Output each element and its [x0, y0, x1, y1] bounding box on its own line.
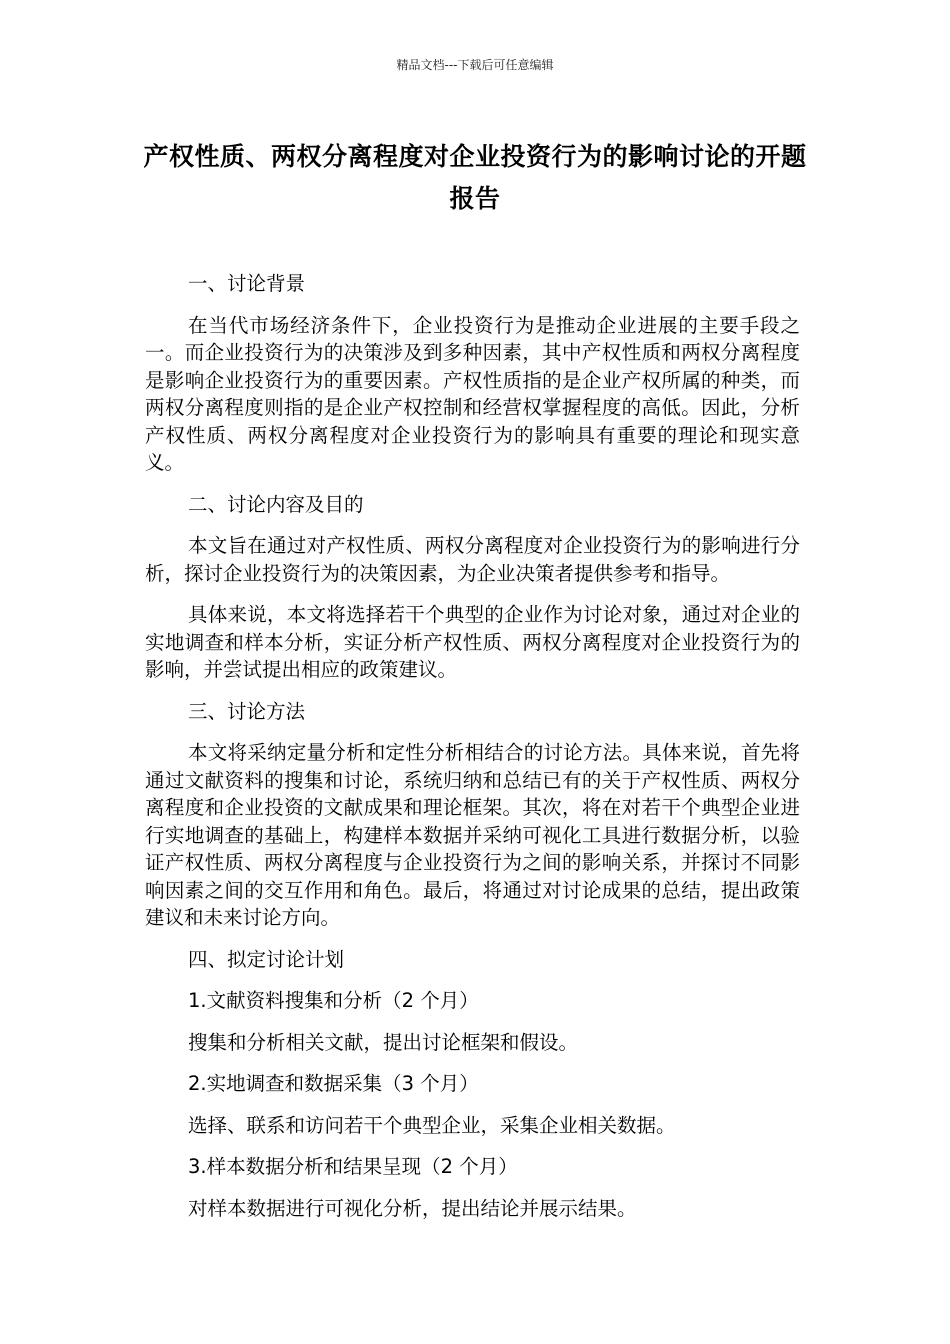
plan-item-2-desc: 选择、联系和访问若干个典型企业，采集企业相关数据。	[188, 1113, 676, 1137]
paragraph-content-1: 本文旨在通过对产权性质、两权分离程度对企业投资行为的影响进行分析，探讨企业投资行为的决策因素，为企业决策者提供参考和指导。	[145, 534, 800, 585]
paragraph-method: 本文将采纳定量分析和定性分析相结合的讨论方法。具体来说，首先将通过文献资料的搜集和讨论，系统归纳和总结已有的关于产权性质、两权分离程度和企业投资的文献成果和理论框架。其次，将在对若干个典型企业进行实地调查的基础上，构建样本数据并采纳可视化工具进行数据分析，以验证产权性质、两权分离程度与企业投资行为之间的影响关系，并探讨不同影响因素之间的交互作用和角色。最后，将通过对讨论成果的总结，提出政策建议和未来讨论方向。	[145, 741, 800, 929]
section-heading-plan: 四、拟定讨论计划	[188, 947, 345, 971]
paragraph-content-2: 具体来说，本文将选择若干个典型的企业作为讨论对象，通过对企业的实地调查和样本分析，实证分析产权性质、两权分离程度对企业投资行为的影响，并尝试提出相应的政策建议。	[145, 603, 800, 681]
section-heading-background: 一、讨论背景	[188, 272, 306, 295]
plan-item-3-desc: 对样本数据进行可视化分析，提出结论并展示结果。	[188, 1196, 637, 1220]
plan-item-3-title: 3.样本数据分析和结果呈现（2 个月）	[188, 1155, 518, 1178]
plan-item-2-title: 2.实地调查和数据采集（3 个月）	[188, 1072, 479, 1095]
section-heading-content: 二、讨论内容及目的	[188, 492, 364, 516]
plan-item-1-desc: 搜集和分析相关文献，提出讨论框架和假设。	[188, 1030, 579, 1054]
paragraph-background: 在当代市场经济条件下，企业投资行为是推动企业进展的主要手段之一。而企业投资行为的决策涉及到多种因素，其中产权性质和两权分离程度是影响企业投资行为的重要因素。产权性质指的是企业产权所属的种类，而两权分离程度则指的是企业产权控制和经营权掌握程度的高低。因此，分析产权性质、两权分离程度对企业投资行为的影响具有重要的理论和现实意义。	[145, 313, 800, 474]
plan-item-1-title: 1.文献资料搜集和分析（2 个月）	[188, 989, 479, 1012]
document-title: 产权性质、两权分离程度对企业投资行为的影响讨论的开题报告	[143, 142, 807, 213]
header-note: 精品文档---下载后可任意编辑	[396, 58, 554, 72]
document-body	[145, 270, 800, 1236]
section-heading-method: 三、讨论方法	[188, 699, 306, 723]
